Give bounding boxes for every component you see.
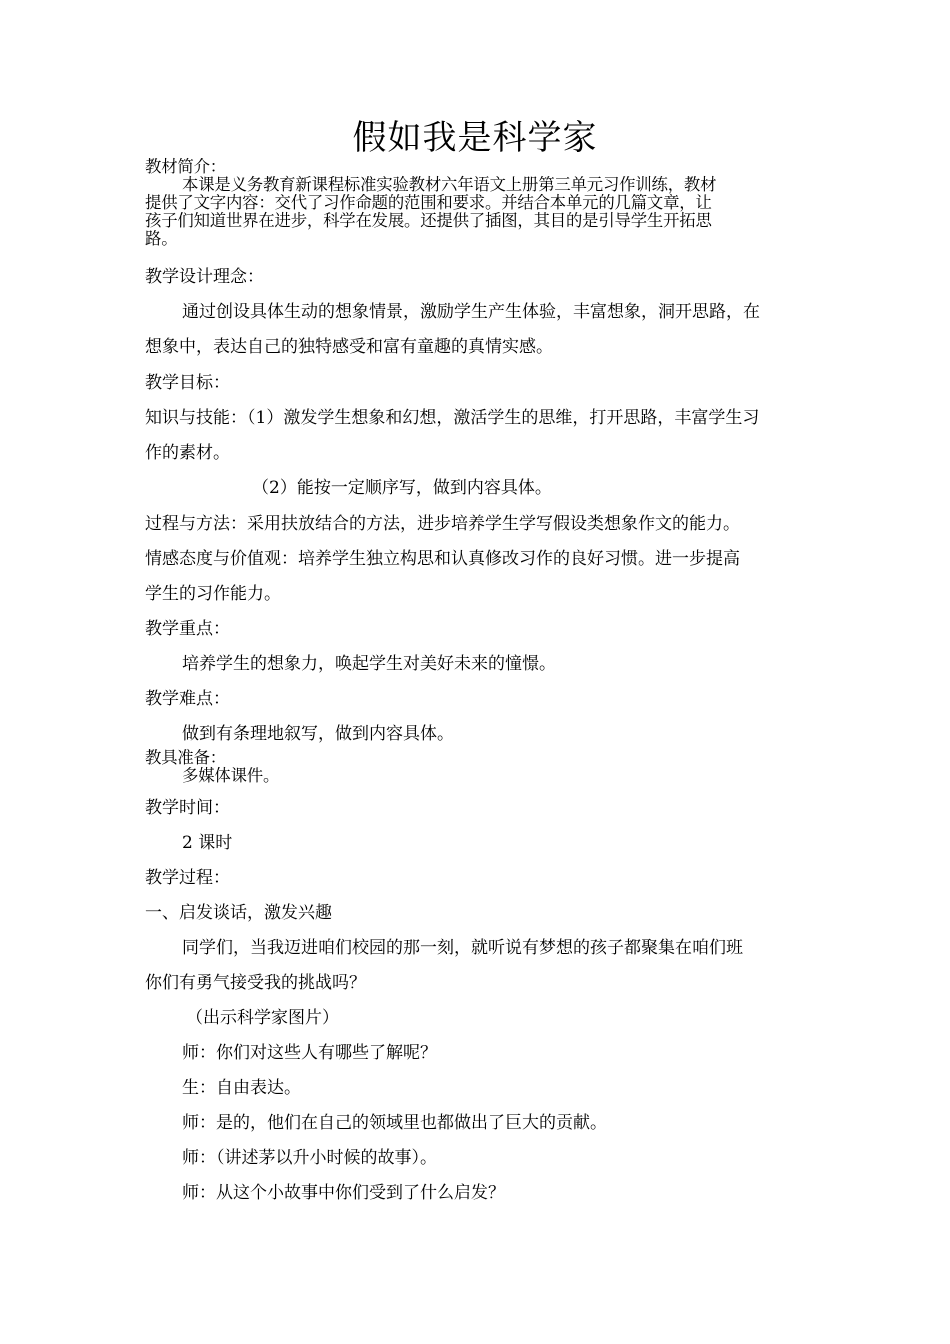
paragraph-line: 师：是的，他们在自己的领域里也都做出了巨大的贡献。 <box>182 1113 607 1133</box>
paragraph-line: （2）能按一定顺序写，做到内容具体。 <box>252 478 552 498</box>
paragraph-line: 作的素材。 <box>145 443 230 463</box>
section-heading: 一、启发谈话，激发兴趣 <box>145 903 332 923</box>
paragraph-line: 师：你们对这些人有哪些了解呢？ <box>182 1043 437 1063</box>
paragraph-line: 学生的习作能力。 <box>145 584 281 604</box>
section-heading: 教学目标： <box>145 373 230 393</box>
page-title: 假如我是科学家 <box>352 118 598 158</box>
paragraph-line: 通过创设具体生动的想象情景，激励学生产生体验，丰富想象，洞开思路，在 <box>182 302 760 322</box>
paragraph-line: 师：（讲述茅以升小时候的故事）。 <box>182 1148 437 1168</box>
paragraph-line: 做到有条理地叙写，做到内容具体。 <box>182 724 454 744</box>
paragraph-line: 知识与技能：（1）激发学生想象和幻想，激活学生的思维，打开思路，丰富学生习 <box>145 408 760 428</box>
section-heading: 教学难点： <box>145 689 230 709</box>
section-heading: 教学时间： <box>145 798 230 818</box>
paragraph-line: 过程与方法：采用扶放结合的方法，进步培养学生学写假设类想象作文的能力。 <box>145 514 740 534</box>
paragraph-line: 2 课时 <box>182 833 233 853</box>
paragraph-line: 培养学生的想象力，唤起学生对美好未来的憧憬。 <box>182 654 556 674</box>
paragraph-line: 同学们，当我迈进咱们校园的那一刻，就听说有梦想的孩子都聚集在咱们班 <box>182 938 743 958</box>
paragraph-line: 想象中，表达自己的独特感受和富有童趣的真情实感。 <box>145 337 553 357</box>
paragraph-line: 你们有勇气接受我的挑战吗？ <box>145 973 366 993</box>
paragraph-line: 孩子们知道世界在进步，科学在发展。还提供了插图，其目的是引导学生开拓思 <box>145 211 712 230</box>
paragraph-line: 生：自由表达。 <box>182 1078 301 1098</box>
section-heading: 教学设计理念： <box>145 267 264 287</box>
section-heading: 教学重点： <box>145 619 230 639</box>
paragraph-line: 师：从这个小故事中你们受到了什么启发？ <box>182 1183 505 1203</box>
paragraph-line: 提供了文字内容：交代了习作命题的范围和要求。并结合本单元的几篇文章，让 <box>145 193 712 212</box>
paragraph-line: （出示科学家图片） <box>186 1008 339 1028</box>
paragraph-line: 情感态度与价值观：培养学生独立构思和认真修改习作的良好习惯。进一步提高 <box>145 549 740 569</box>
section-heading: 教材简介： <box>145 157 226 176</box>
paragraph-line: 路。 <box>145 229 178 248</box>
paragraph-line: 多媒体课件。 <box>182 766 280 785</box>
section-heading: 教具准备： <box>145 748 226 767</box>
section-heading: 教学过程： <box>145 868 230 888</box>
paragraph-line: 本课是义务教育新课程标准实验教材六年语文上册第三单元习作训练，教材 <box>182 175 717 194</box>
